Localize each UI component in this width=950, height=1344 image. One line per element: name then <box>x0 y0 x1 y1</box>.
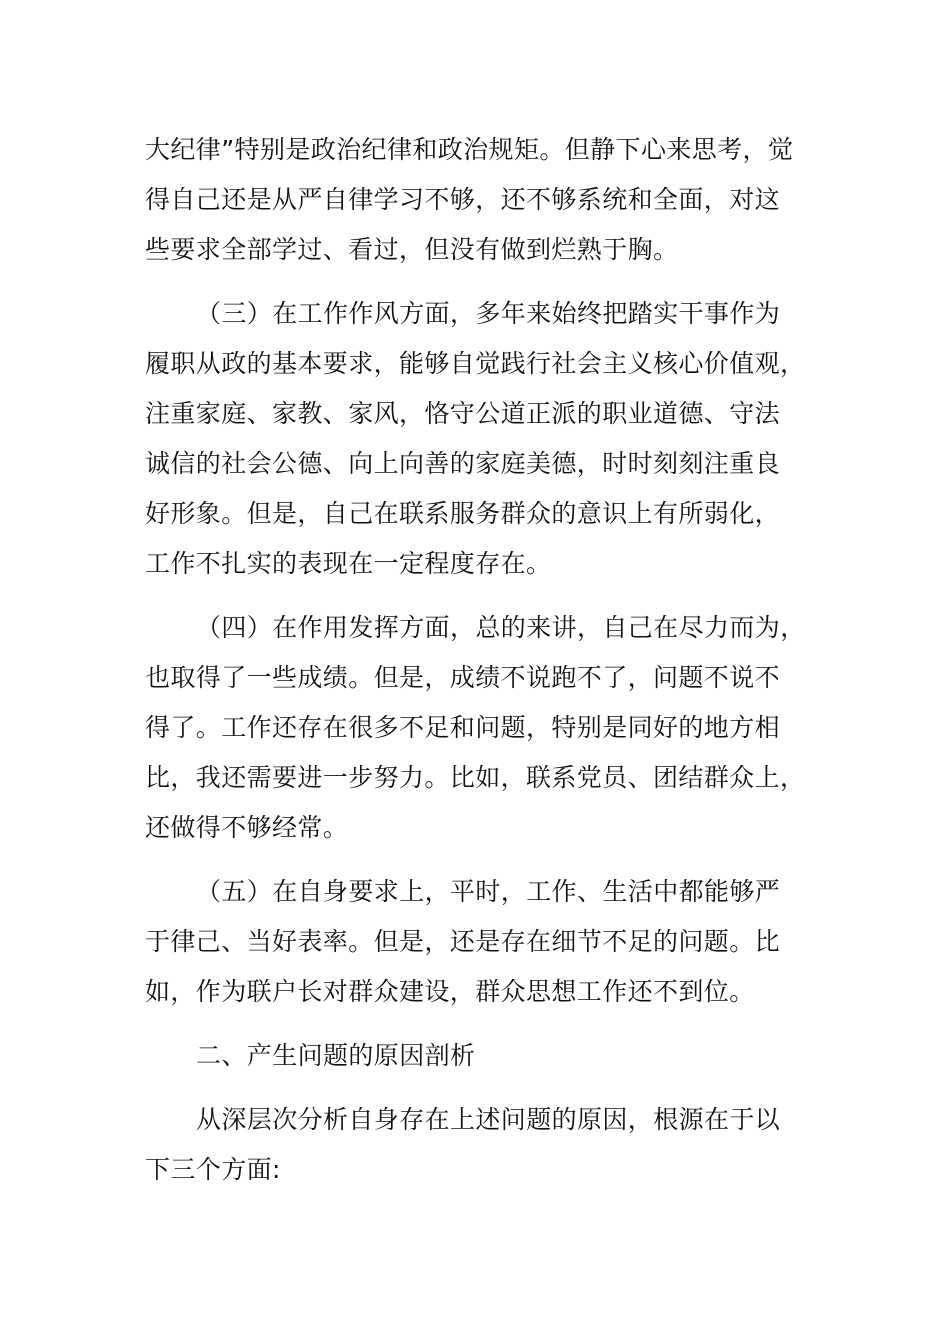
body-line: 大纪律”特别是政治纪律和政治规矩。但静下心来思考，觉 <box>145 135 794 164</box>
paragraph-three-start: （三）在工作作风方面，多年来始终把踏实干事作为 <box>196 299 781 328</box>
body-line: 些要求全部学过、看过，但没有做到烂熟于胸。 <box>145 235 679 264</box>
body-line: 还做得不够经常。 <box>145 813 349 842</box>
paragraph-four-start: （四）在作用发挥方面，总的来讲，自己在尽力而为， <box>196 613 806 642</box>
body-line: 于律己、当好表率。但是，还是存在细节不足的问题。比 <box>145 927 781 956</box>
body-line: 得自己还是从严自律学习不够，还不够系统和全面，对这 <box>145 185 781 214</box>
body-line: 也取得了一些成绩。但是，成绩不说跑不了，问题不说不 <box>145 663 781 692</box>
body-line: 履职从政的基本要求，能够自觉践行社会主义核心价值观， <box>145 349 806 378</box>
body-line: 注重家庭、家教、家风，恪守公道正派的职业道德、守法 <box>145 399 781 428</box>
body-line: 比，我还需要进一步努力。比如，联系党员、团结群众上， <box>145 763 806 792</box>
paragraph-analysis-start: 从深层次分析自身存在上述问题的原因，根源在于以 <box>196 1105 781 1134</box>
body-line: 诚信的社会公德、向上向善的家庭美德，时时刻刻注重良 <box>145 449 781 478</box>
body-line: 工作不扎实的表现在一定程度存在。 <box>145 549 552 578</box>
body-line: 好形象。但是，自己在联系服务群众的意识上有所弱化， <box>145 499 781 528</box>
body-line: 得了。工作还存在很多不足和问题，特别是同好的地方相 <box>145 713 781 742</box>
body-line: 下三个方面: <box>145 1155 281 1184</box>
body-line: 如，作为联户长对群众建设，群众思想工作还不到位。 <box>145 977 755 1006</box>
section-heading: 二、产生问题的原因剖析 <box>196 1041 476 1070</box>
paragraph-five-start: （五）在自身要求上，平时，工作、生活中都能够严 <box>196 877 781 906</box>
